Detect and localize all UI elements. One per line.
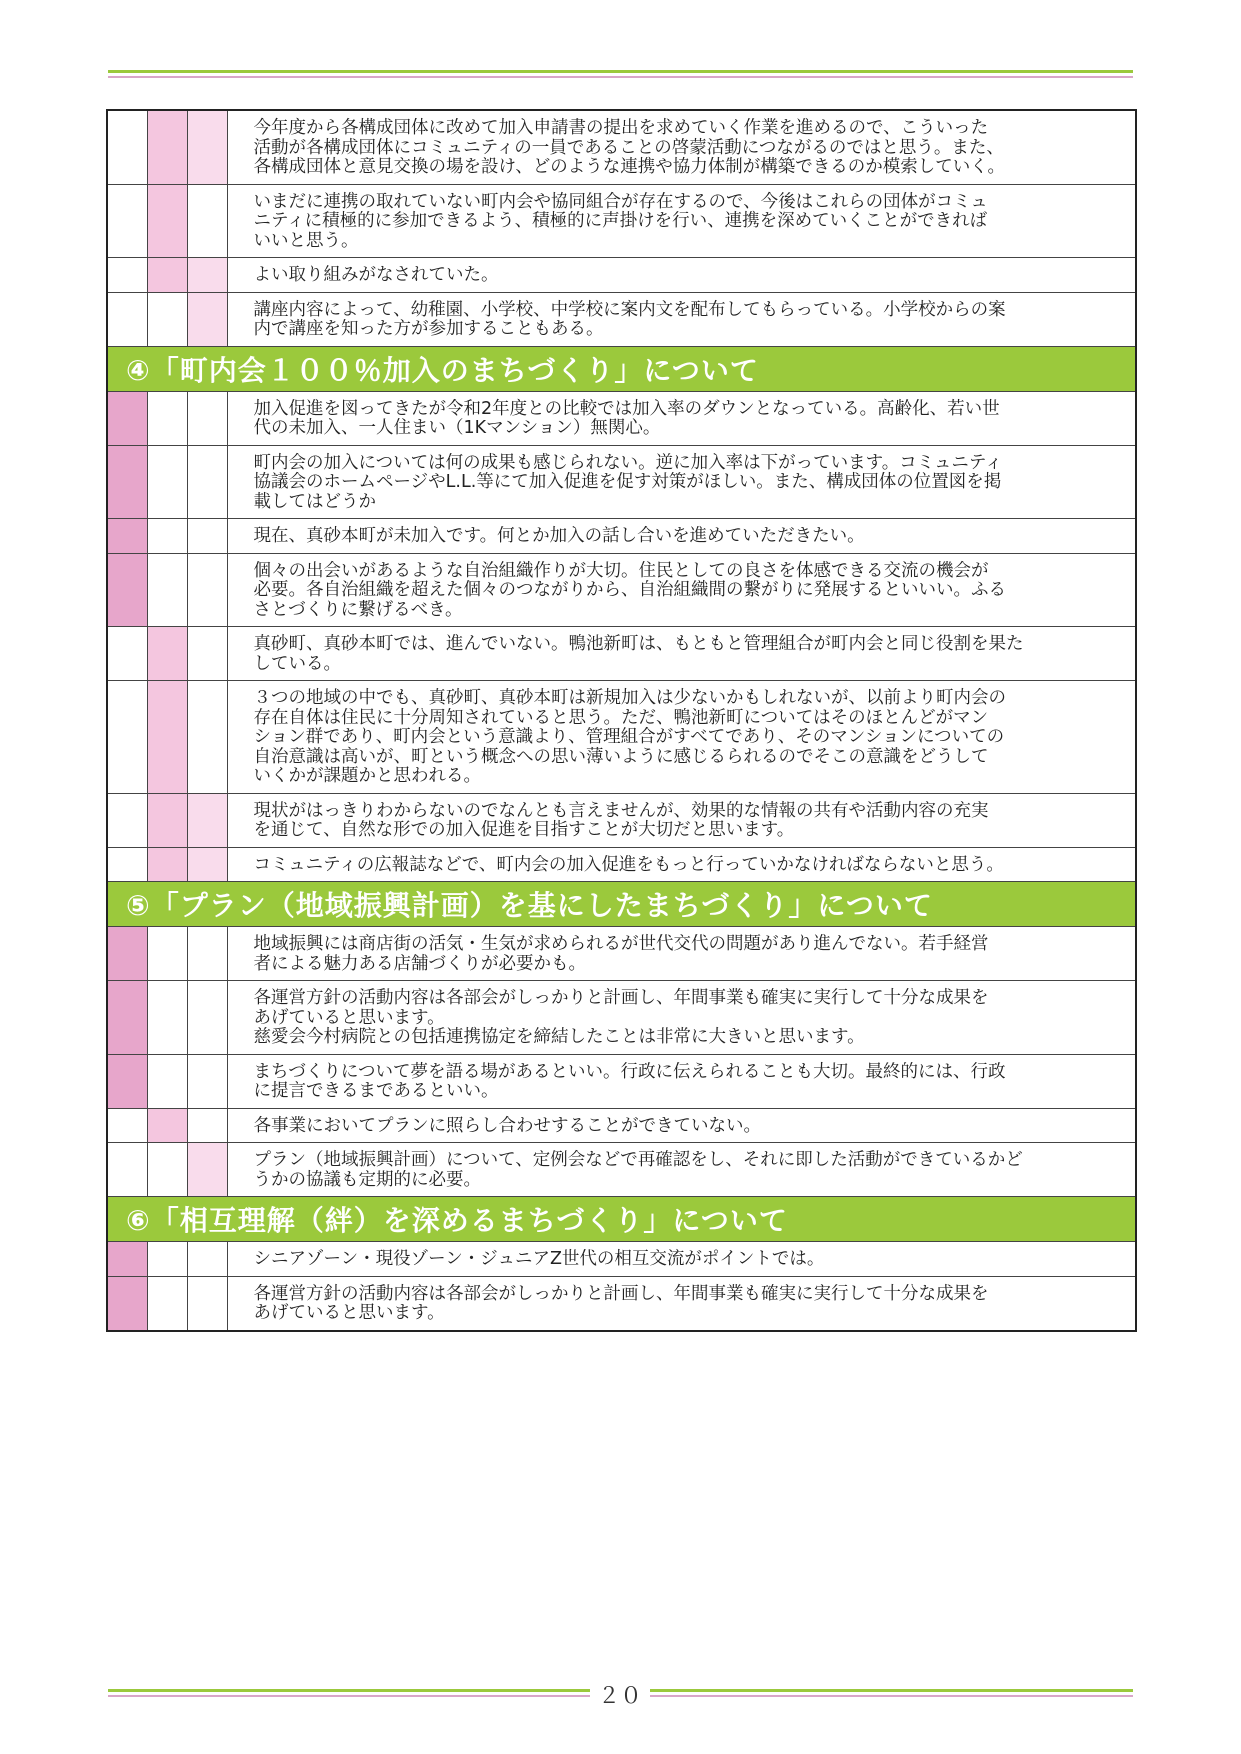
table-row [107, 793, 1136, 847]
comment-text: 各事業においてプランに照らし合わせすることができていない。 [227, 1108, 1136, 1143]
rating-cell-1 [107, 847, 147, 882]
rating-cell-2 [147, 793, 187, 847]
comment-text: コミュニティの広報誌などで、町内会の加入促進をもっと行っていかなければならないと思う。 [227, 847, 1136, 882]
rating-cell-3 [187, 1143, 227, 1197]
comment-text: 真砂町、真砂本町では、進んでいない。鴨池新町は、もともと管理組合が町内会と同じ役割を果た している。 [227, 627, 1136, 681]
rating-cell-3 [187, 519, 227, 554]
rating-cell-3 [187, 981, 227, 1055]
page-number: ２０ [590, 1679, 650, 1710]
comment-text: まちづくりについて夢を語る場があるといい。行政に伝えられることも大切。最終的には、行政 に提言できるまであるといい。 [227, 1054, 1136, 1108]
comment-text: シニアゾーン・現役ゾーン・ジュニアZ世代の相互交流がポイントでは。 [227, 1242, 1136, 1277]
comment-text: いまだに連携の取れていない町内会や協同組合が存在するので、今後はこれらの団体がコミュ ニティに積極的に参加できるよう、積極的に声掛けを行い、連携を深めていくことができれば いいと思う。 [227, 184, 1136, 258]
table-row [107, 1242, 1136, 1277]
rating-cell-2 [147, 292, 187, 346]
top-rule-green [108, 70, 1133, 73]
rating-cell-1 [107, 1108, 147, 1143]
comment-text: 個々の出会いがあるような自治組織作りが大切。住民としての良さを体感できる交流の機会が 必要。各自治組織を超えた個々のつながりから、自治組織間の繋がりに発展するといいい。ふる さとづくりに繋げるべき。 [227, 553, 1136, 627]
comment-text: プラン（地域振興計画）について、定例会などで再確認をし、それに即した活動ができているかど うかの協議も定期的に必要。 [227, 1143, 1136, 1197]
rating-cell-1 [107, 1054, 147, 1108]
rating-cell-1 [107, 445, 147, 519]
rating-cell-3 [187, 847, 227, 882]
top-rule-pink [108, 76, 1133, 78]
rating-cell-1 [107, 1143, 147, 1197]
rating-cell-1 [107, 681, 147, 794]
rating-cell-3 [187, 184, 227, 258]
rating-cell-1 [107, 292, 147, 346]
comment-text: 現在、真砂本町が未加入です。何とか加入の話し合いを進めていただきたい。 [227, 519, 1136, 554]
rating-cell-2 [147, 519, 187, 554]
rating-cell-2 [147, 1276, 187, 1331]
comment-text: ３つの地域の中でも、真砂町、真砂本町は新規加入は少ないかもしれないが、以前より町内会の 存在自体は住民に十分周知されていると思う。ただ、鴨池新町についてはそのほとんどがマン ション群であり、町内会という意識より、管理組合がすべてであり、そのマンションについての 自治意識は高いが、町という概念への思い薄いように感じるられるのでそこの意識をどうして いくかが課題かと思われる。 [227, 681, 1136, 794]
section-header [107, 1197, 1136, 1242]
rating-cell-3 [187, 927, 227, 981]
comment-text: 加入促進を図ってきたが令和2年度との比較では加入率のダウンとなっている。高齢化、若い世 代の未加入、一人住まい（1Kマンション）無関心。 [227, 391, 1136, 445]
rating-cell-1 [107, 391, 147, 445]
rating-cell-2 [147, 1143, 187, 1197]
rating-cell-1 [107, 110, 147, 184]
rating-cell-1 [107, 627, 147, 681]
table-row [107, 292, 1136, 346]
rating-cell-3 [187, 1054, 227, 1108]
rating-cell-3 [187, 793, 227, 847]
rating-cell-1 [107, 1242, 147, 1277]
rating-cell-1 [107, 258, 147, 293]
rating-cell-3 [187, 553, 227, 627]
table-row [107, 184, 1136, 258]
rating-cell-3 [187, 1108, 227, 1143]
rating-cell-3 [187, 1242, 227, 1277]
rating-cell-3 [187, 445, 227, 519]
table-row [107, 519, 1136, 554]
rating-cell-2 [147, 184, 187, 258]
comment-text: よい取り組みがなされていた。 [227, 258, 1136, 293]
rating-cell-3 [187, 391, 227, 445]
comment-text: 講座内容によって、幼稚園、小学校、中学校に案内文を配布してもらっている。小学校からの案 内で講座を知った方が参加することもある。 [227, 292, 1136, 346]
rating-cell-2 [147, 258, 187, 293]
comment-text: 今年度から各構成団体に改めて加入申請書の提出を求めていく作業を進めるので、こういった 活動が各構成団体にコミュニティの一員であることの啓蒙活動につながるのではと思う。また、 各構成団体と意見交換の場を設け、どのような連携や協力体制が構築できるのか模索していく。 [227, 110, 1136, 184]
rating-cell-1 [107, 793, 147, 847]
comment-text: 町内会の加入については何の成果も感じられない。逆に加入率は下がっています。コミュニティ 協議会のホームページやL.L.等にて加入促進を促す対策がほしい。また、構成団体の位置図を掲 載してはどうか [227, 445, 1136, 519]
table-row [107, 981, 1136, 1055]
table-row [107, 391, 1136, 445]
section-title: ④「町内会１００％加入のまちづくり」について [107, 346, 1136, 391]
comment-text: 地域振興には商店街の活気・生気が求められるが世代交代の問題があり進んでない。若手経営 者による魅力ある店舗づくりが必要かも。 [227, 927, 1136, 981]
rating-cell-2 [147, 927, 187, 981]
rating-cell-3 [187, 258, 227, 293]
rating-cell-1 [107, 519, 147, 554]
rating-cell-2 [147, 110, 187, 184]
comment-text: 各運営方針の活動内容は各部会がしっかりと計画し、年間事業も確実に実行して十分な成果を あげていると思います。 慈愛会今村病院との包括連携協定を締結したことは非常に大きいと思います。 [227, 981, 1136, 1055]
table-row [107, 847, 1136, 882]
table-row [107, 927, 1136, 981]
rating-cell-1 [107, 981, 147, 1055]
table-row [107, 110, 1136, 184]
rating-cell-1 [107, 1276, 147, 1331]
table-row [107, 1276, 1136, 1331]
comment-text: 現状がはっきりわからないのでなんとも言えませんが、効果的な情報の共有や活動内容の充実 を通じて、自然な形での加入促進を目指すことが大切だと思います。 [227, 793, 1136, 847]
rating-cell-2 [147, 445, 187, 519]
rating-cell-3 [187, 292, 227, 346]
section-title: ⑥「相互理解（絆）を深めるまちづくり」について [107, 1197, 1136, 1242]
rating-cell-3 [187, 1276, 227, 1331]
table-row [107, 1054, 1136, 1108]
evaluation-table [106, 109, 1137, 1332]
rating-cell-2 [147, 391, 187, 445]
table-row [107, 627, 1136, 681]
table-row [107, 553, 1136, 627]
rating-cell-2 [147, 981, 187, 1055]
table-row [107, 1143, 1136, 1197]
section-title: ⑤「プラン（地域振興計画）を基にしたまちづくり」について [107, 882, 1136, 927]
table-row [107, 445, 1136, 519]
rating-cell-1 [107, 184, 147, 258]
rating-cell-3 [187, 627, 227, 681]
rating-cell-1 [107, 927, 147, 981]
comment-text: 各運営方針の活動内容は各部会がしっかりと計画し、年間事業も確実に実行して十分な成果を あげていると思います。 [227, 1276, 1136, 1331]
rating-cell-3 [187, 681, 227, 794]
rating-cell-1 [107, 553, 147, 627]
rating-cell-2 [147, 681, 187, 794]
rating-cell-2 [147, 1242, 187, 1277]
table-row [107, 1108, 1136, 1143]
section-header [107, 346, 1136, 391]
rating-cell-3 [187, 110, 227, 184]
rating-cell-2 [147, 553, 187, 627]
section-header [107, 882, 1136, 927]
table-row [107, 681, 1136, 794]
rating-cell-2 [147, 847, 187, 882]
rating-cell-2 [147, 1108, 187, 1143]
rating-cell-2 [147, 1054, 187, 1108]
table-row [107, 258, 1136, 293]
rating-cell-2 [147, 627, 187, 681]
